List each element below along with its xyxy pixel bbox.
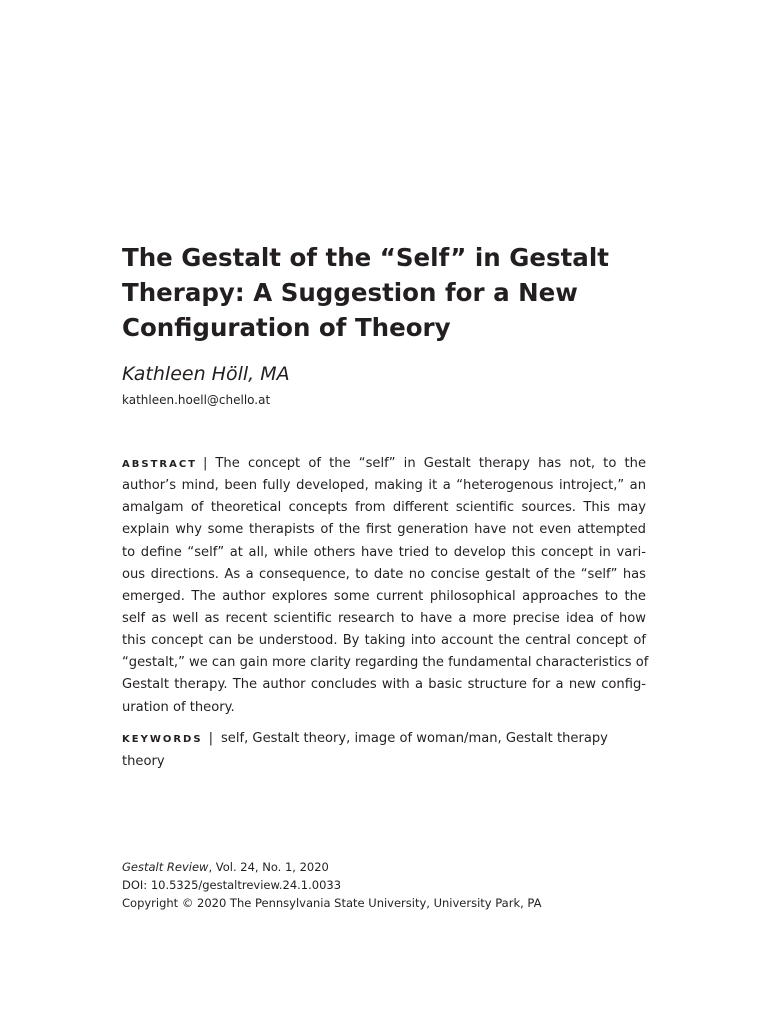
keywords (122, 728, 646, 773)
abstract-line: to define “self” at all, while others have tried to develop this concept in vari- (122, 544, 646, 560)
title-line: Therapy: A Suggestion for a New (122, 278, 578, 307)
article-title (122, 240, 662, 345)
title-line: Configuration of Theory (122, 313, 451, 342)
abstract (122, 453, 649, 719)
citation-footer (122, 858, 542, 912)
abstract-separator: | (202, 456, 208, 471)
keywords-line: theory (122, 754, 165, 769)
abstract-line: “gestalt,” we can gain more clarity regarding the fundamental characteristics of (122, 655, 649, 671)
abstract-line (122, 453, 646, 475)
abstract-line: ous directions. As a consequence, to date no concise gestalt of the “self” has (122, 566, 646, 582)
copyright: Copyright © 2020 The Pennsylvania State University, University Park, PA (122, 896, 542, 910)
author-name: Kathleen Höll, MA (122, 363, 290, 385)
journal-name: Gestalt Review (122, 860, 209, 874)
author-email: kathleen.hoell@chello.at (122, 393, 271, 407)
title-line: The Gestalt of the “Self” in Gestalt (122, 243, 609, 272)
abstract-line: self as well as recent scientific research to have a more precise idea of how (122, 610, 646, 626)
abstract-line: Gestalt therapy. The author concludes with a basic structure for a new config- (122, 677, 646, 693)
doi: DOI: 10.5325/gestaltreview.24.1.0033 (122, 878, 342, 892)
keywords-line (122, 728, 646, 751)
abstract-label: ABSTRACT (122, 459, 197, 470)
journal-volume: , Vol. 24, No. 1, 2020 (208, 860, 329, 874)
abstract-line: this concept can be understood. By taking into account the central concept of (122, 633, 646, 649)
abstract-line: explain why some therapists of the first generation have not even attempted (122, 522, 646, 538)
abstract-line: author’s mind, been fully developed, making it a “heterogenous introject,” an (122, 478, 646, 494)
journal-citation (122, 858, 542, 876)
keywords-label: KEYWORDS (122, 734, 203, 745)
abstract-line: uration of theory. (122, 699, 235, 715)
keywords-separator: | (208, 731, 213, 746)
abstract-line: amalgam of theoretical concepts from different scientific sources. This may (122, 500, 646, 516)
abstract-line: emerged. The author explores some current philosophical approaches to the (122, 588, 646, 604)
keywords-text: self, Gestalt theory, image of woman/man, Gestalt therapy (220, 731, 608, 746)
abstract-text: The concept of the “self” in Gestalt therapy has not, to the (215, 456, 646, 471)
